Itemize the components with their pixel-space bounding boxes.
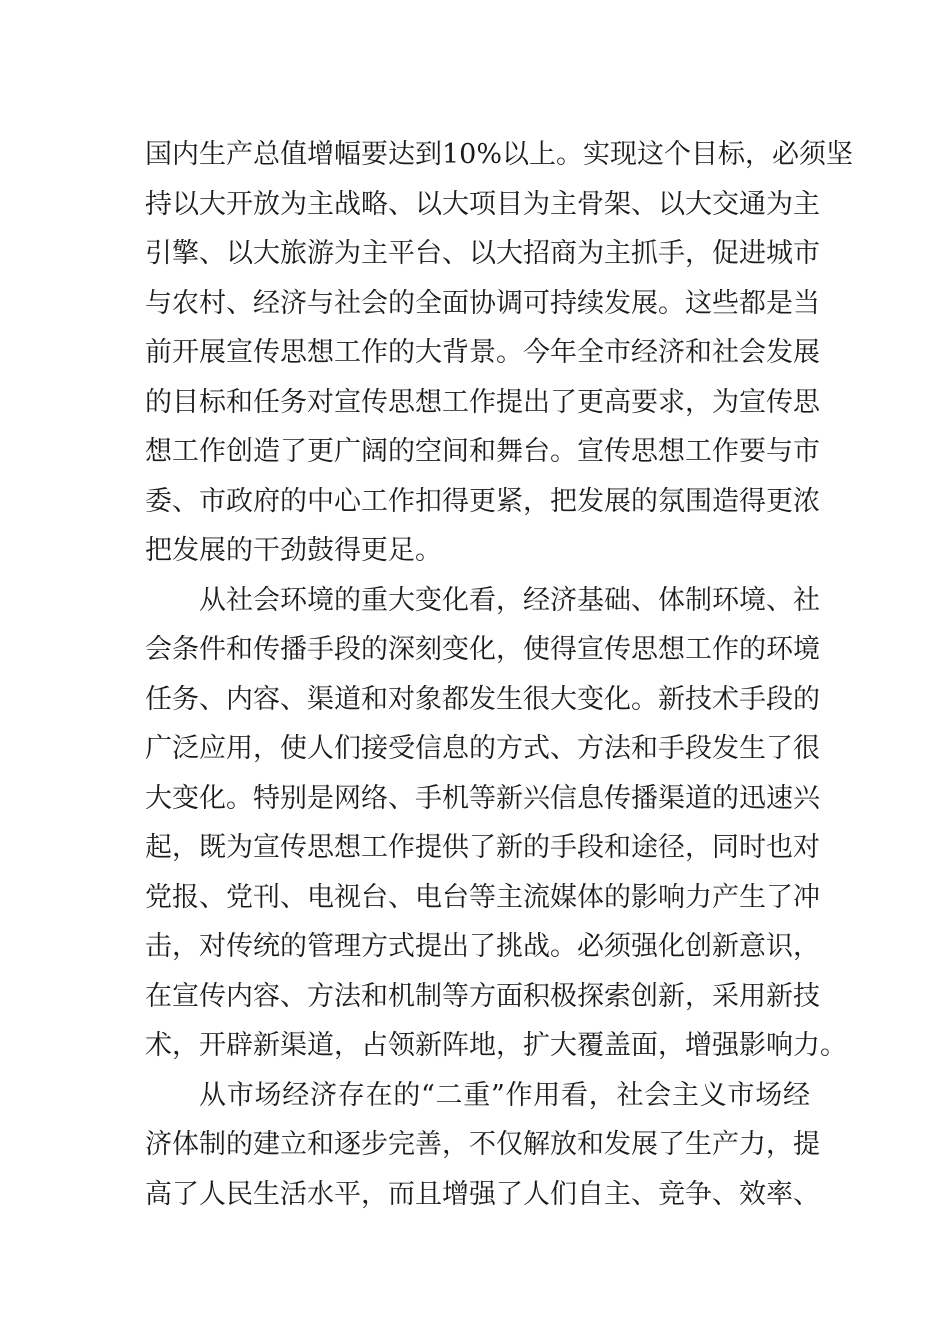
text-line: 引擎、以大旅游为主平台、以大招商为主抓手，促进城市 (145, 238, 820, 269)
text-line: 想工作创造了更广阔的空间和舞台。宣传思想工作要与市 (145, 436, 820, 467)
text-line: 广泛应用，使人们接受信息的方式、方法和手段发生了很 (145, 733, 820, 764)
text-line: 任务、内容、渠道和对象都发生很大变化。新技术手段的 (145, 683, 820, 715)
text-line: 与农村、经济与社会的全面协调可持续发展。这些都是当 (145, 287, 820, 319)
body-text (145, 130, 854, 1219)
text-line: 把发展的干劲鼓得更足。 (145, 535, 442, 566)
text-line: 持以大开放为主战略、以大项目为主骨架、以大交通为主 (145, 188, 820, 220)
text-line: 术，开辟新渠道，占领新阵地，扩大覆盖面，增强影响力。 (145, 1030, 847, 1061)
text-line: 从社会环境的重大变化看，经济基础、体制环境、社 (199, 584, 820, 616)
text-line: 委、市政府的中心工作扣得更紧，把发展的氛围造得更浓 (145, 485, 820, 517)
paragraph-2 (145, 576, 847, 1071)
text-line: 起，既为宣传思想工作提供了新的手段和途径，同时也对 (145, 832, 820, 863)
text-line: 击，对传统的管理方式提出了挑战。必须强化创新意识， (145, 931, 820, 962)
text-line: 前开展宣传思想工作的大背景。今年全市经济和社会发展 (145, 337, 820, 368)
paragraph-1 (145, 130, 854, 576)
text-line: 在宣传内容、方法和机制等方面积极探索创新，采用新技 (145, 980, 820, 1012)
text-line: 从市场经济存在的“二重”作用看，社会主义市场经 (199, 1079, 810, 1111)
text-line: 党报、党刊、电视台、电台等主流媒体的影响力产生了冲 (145, 881, 820, 913)
text-line: 济体制的建立和逐步完善，不仅解放和发展了生产力，提 (145, 1129, 820, 1160)
text-line: 的目标和任务对宣传思想工作提出了更高要求，为宣传思 (145, 386, 820, 418)
text-line: 大变化。特别是网络、手机等新兴信息传播渠道的迅速兴 (145, 782, 820, 814)
paragraph-3 (145, 1071, 820, 1220)
text-line: 高了人民生活水平，而且增强了人们自主、竞争、效率、 (145, 1178, 820, 1210)
text-line: 会条件和传播手段的深刻变化，使得宣传思想工作的环境 (145, 634, 820, 665)
text-line: 国内生产总值增幅要达到10%以上。实现这个目标，必须坚 (145, 139, 854, 170)
